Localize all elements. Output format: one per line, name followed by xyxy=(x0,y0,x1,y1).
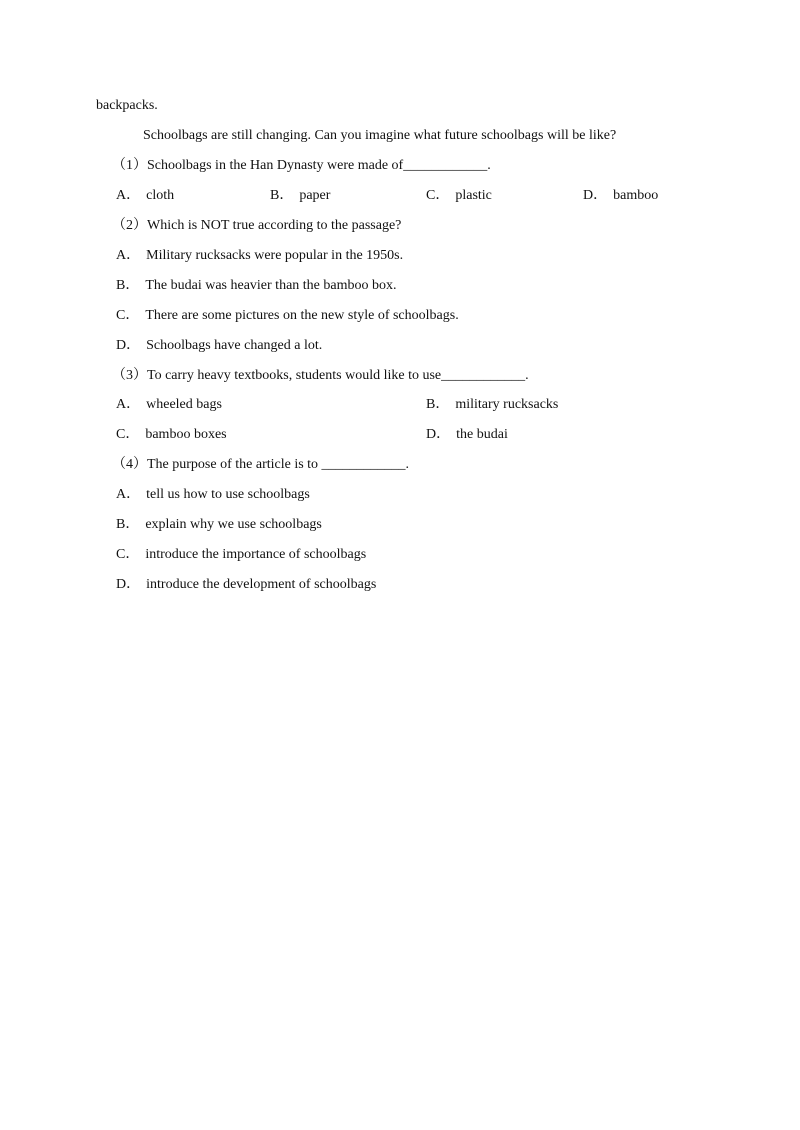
option-text: cloth xyxy=(146,188,175,203)
question-4-option-d xyxy=(116,577,376,593)
question-1-option-c xyxy=(426,188,492,204)
question-1-option-b xyxy=(270,188,330,204)
passage-closing-sentence: Schoolbags are still changing. Can you imagine what future schoolbags will be like? xyxy=(143,128,617,143)
option-letter: B． xyxy=(116,517,140,532)
question-2-option-c xyxy=(116,308,459,324)
question-1-stem: （1）Schoolbags in the Han Dynasty were made of____________. xyxy=(112,158,491,173)
option-letter: A． xyxy=(116,397,141,412)
option-letter: C． xyxy=(426,188,450,203)
option-letter: C． xyxy=(116,308,140,323)
option-letter: B． xyxy=(116,278,140,293)
question-1-option-d xyxy=(583,188,658,204)
question-4-option-a xyxy=(116,487,310,503)
option-text: bamboo boxes xyxy=(145,427,227,442)
option-letter: A． xyxy=(116,248,141,263)
option-text: introduce the development of schoolbags xyxy=(146,577,377,592)
option-letter: B． xyxy=(270,188,294,203)
option-text: plastic xyxy=(455,188,492,203)
question-4-stem: （4）The purpose of the article is to ____________. xyxy=(112,457,410,472)
passage-tail-word: backpacks. xyxy=(96,98,158,113)
option-text: Military rucksacks were popular in the 1950s. xyxy=(146,248,404,263)
question-2-option-a xyxy=(116,248,403,264)
question-4-option-c xyxy=(116,547,366,563)
question-2-option-d xyxy=(116,338,322,354)
question-3-option-d xyxy=(426,427,508,443)
question-2-option-b xyxy=(116,278,397,294)
option-letter: D． xyxy=(116,338,141,353)
question-1-option-a xyxy=(116,188,174,204)
option-letter: D． xyxy=(116,577,141,592)
option-text: explain why we use schoolbags xyxy=(145,517,322,532)
option-letter: C． xyxy=(116,427,140,442)
option-text: The budai was heavier than the bamboo box. xyxy=(145,278,397,293)
option-letter: D． xyxy=(583,188,608,203)
option-text: tell us how to use schoolbags xyxy=(146,487,310,502)
question-3-stem: （3）To carry heavy textbooks, students would like to use____________. xyxy=(112,368,529,383)
question-3-option-c xyxy=(116,427,227,443)
option-text: wheeled bags xyxy=(146,397,222,412)
question-3-option-a xyxy=(116,397,222,413)
option-letter: D． xyxy=(426,427,451,442)
question-3-option-b xyxy=(426,397,558,413)
question-2-stem: （2）Which is NOT true according to the passage? xyxy=(112,218,402,233)
option-text: There are some pictures on the new style of schoolbags. xyxy=(145,308,459,323)
option-text: the budai xyxy=(456,427,508,442)
option-text: paper xyxy=(299,188,331,203)
option-text: bamboo xyxy=(613,188,659,203)
option-text: introduce the importance of schoolbags xyxy=(145,547,367,562)
option-letter: A． xyxy=(116,188,141,203)
option-text: Schoolbags have changed a lot. xyxy=(146,338,323,353)
option-letter: C． xyxy=(116,547,140,562)
question-4-option-b xyxy=(116,517,322,533)
option-text: military rucksacks xyxy=(455,397,559,412)
option-letter: A． xyxy=(116,487,141,502)
option-letter: B． xyxy=(426,397,450,412)
